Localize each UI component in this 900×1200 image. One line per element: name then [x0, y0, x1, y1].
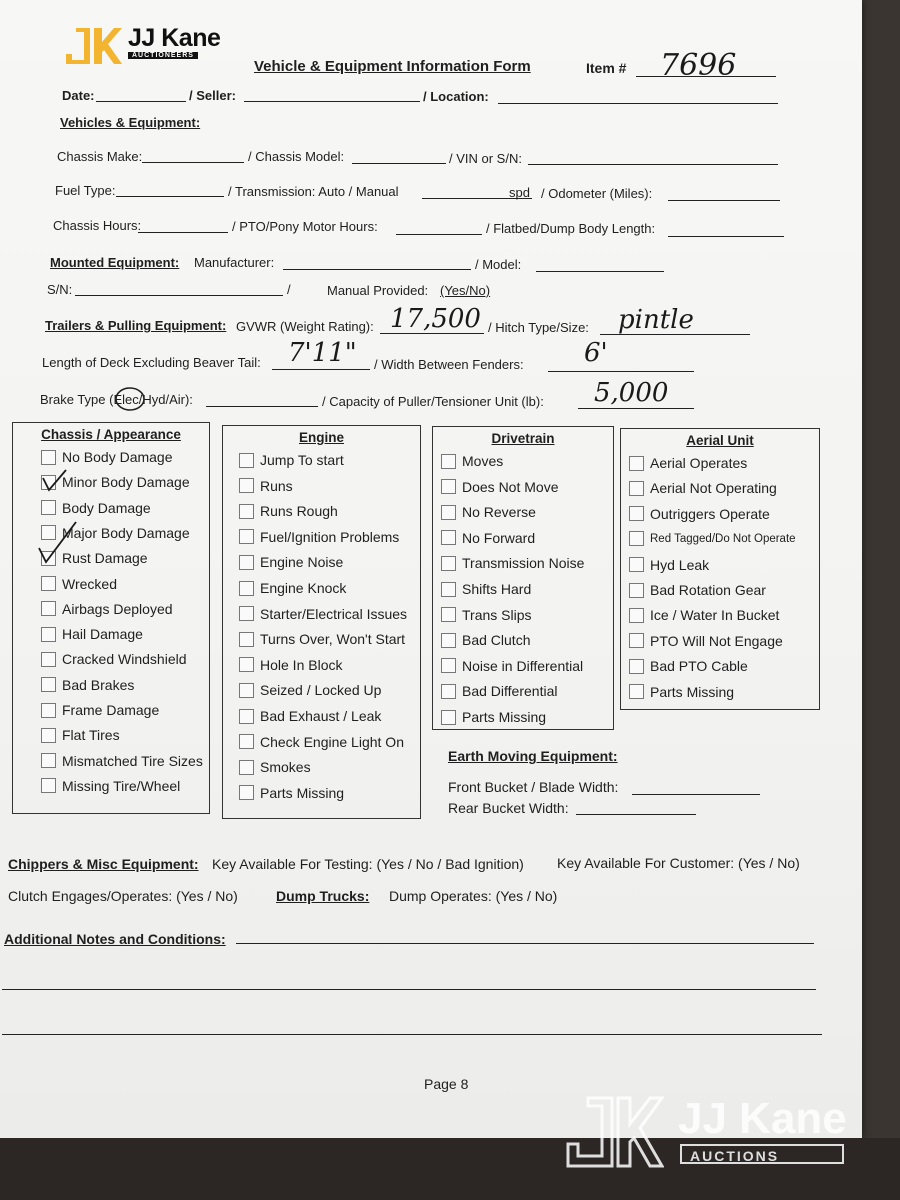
dump-operates-label: Dump Operates: (Yes / No)	[389, 888, 558, 904]
jk-logo-icon	[62, 26, 124, 66]
engine-item-label: Starter/Electrical Issues	[260, 605, 408, 622]
key-customer-label: Key Available For Customer: (Yes / No)	[557, 855, 800, 871]
engine-item	[239, 606, 407, 622]
checkbox[interactable]	[239, 632, 254, 647]
chassis-item-label: Missing Tire/Wheel	[62, 777, 181, 794]
engine-item-label: Bad Exhaust / Leak	[260, 708, 382, 724]
trailers-heading: Trailers & Pulling Equipment:	[45, 318, 227, 333]
engine-item	[239, 503, 338, 519]
item-label: Item #	[586, 60, 627, 76]
drivetrain-item-label: No Forward	[462, 529, 536, 546]
aerial-item	[629, 506, 770, 522]
checkbox[interactable]	[629, 456, 644, 471]
earth-moving-heading: Earth Moving Equipment:	[448, 748, 618, 764]
drivetrain-item	[441, 709, 546, 725]
engine-item-label: Smokes	[260, 759, 311, 776]
checkmark-minor-body-damage	[40, 468, 70, 494]
checkbox[interactable]	[41, 576, 56, 591]
checkbox[interactable]	[41, 450, 56, 465]
engine-item-label: Engine Noise	[260, 554, 344, 571]
gvwr-label: GVWR (Weight Rating):	[236, 319, 374, 334]
checkbox[interactable]	[239, 709, 254, 724]
logo-subtitle: AUCTIONEERS	[128, 52, 198, 59]
engine-item	[239, 529, 399, 545]
checkbox[interactable]	[629, 506, 644, 521]
flatbed-length-label: / Flatbed/Dump Body Length:	[486, 221, 656, 236]
chassis-item-label: Flat Tires	[62, 727, 120, 744]
aerial-item-label: PTO Will Not Engage	[650, 632, 783, 649]
chassis-item-label: Major Body Damage	[62, 524, 190, 541]
checkbox[interactable]	[441, 684, 456, 699]
engine-item	[239, 708, 381, 724]
drivetrain-item	[441, 453, 503, 469]
checkbox[interactable]	[629, 531, 644, 546]
jjkane-logo	[62, 26, 124, 71]
checkbox[interactable]	[629, 633, 644, 648]
gvwr-handwritten: 17,500	[390, 304, 481, 334]
deck-length-label: Length of Deck Excluding Beaver Tail:	[42, 355, 261, 370]
checkbox[interactable]	[239, 581, 254, 596]
checkbox[interactable]	[441, 633, 456, 648]
aerial-item-label: Hyd Leak	[650, 556, 710, 573]
chassis-item-label: Airbags Deployed	[62, 600, 173, 617]
drivetrain-item-label: Bad Differential	[462, 683, 558, 700]
engine-item	[239, 554, 343, 570]
checkbox[interactable]	[629, 608, 644, 623]
checkbox[interactable]	[41, 753, 56, 768]
jjkane-watermark	[562, 1094, 872, 1170]
checkbox[interactable]	[441, 710, 456, 725]
chippers-heading: Chippers & Misc Equipment:	[8, 856, 199, 872]
aerial-item-label: Aerial Operates	[650, 455, 748, 471]
spd-label: spd	[509, 185, 530, 200]
chassis-item-label: Frame Damage	[62, 702, 160, 718]
aerial-item-label: Aerial Not Operating	[650, 480, 777, 497]
drivetrain-item	[441, 530, 535, 546]
engine-item-label: Seized / Locked Up	[260, 682, 382, 699]
manual-provided-options: (Yes/No)	[440, 283, 491, 298]
drivetrain-item-label: Parts Missing	[462, 709, 547, 725]
sn-label: S/N:	[47, 282, 73, 297]
manufacturer-label: Manufacturer:	[194, 255, 275, 270]
drivetrain-item	[441, 607, 532, 623]
aerial-item-label: Red Tagged/Do Not Operate	[650, 532, 796, 545]
chassis-item	[41, 626, 143, 642]
engine-item-label: Fuel/Ignition Problems	[260, 528, 400, 545]
checkbox[interactable]	[239, 734, 254, 749]
location-label: / Location:	[423, 89, 489, 104]
chassis-item-label: Body Damage	[62, 499, 151, 516]
checkbox[interactable]	[441, 607, 456, 622]
chassis-item	[41, 601, 173, 617]
date-label: Date:	[62, 88, 95, 103]
chassis-item-label: Wrecked	[62, 575, 117, 592]
checkbox[interactable]	[629, 684, 644, 699]
capacity-label: / Capacity of Puller/Tensioner Unit (lb):	[322, 394, 544, 409]
drivetrain-item	[441, 479, 558, 495]
checkbox[interactable]	[239, 606, 254, 621]
seller-label: / Seller:	[189, 88, 236, 103]
drivetrain-title: Drivetrain	[491, 431, 555, 446]
aerial-item	[629, 658, 748, 674]
engine-item-label: Runs	[260, 477, 293, 494]
drivetrain-item-label: Shifts Hard	[462, 581, 532, 597]
chassis-item	[41, 727, 120, 743]
checkbox[interactable]	[629, 557, 644, 572]
chassis-item	[41, 753, 203, 769]
checkmark-rust-damage	[36, 518, 80, 566]
engine-item	[239, 734, 404, 750]
drivetrain-item	[441, 632, 530, 648]
hitch-label: / Hitch Type/Size:	[488, 320, 589, 335]
aerial-item	[629, 582, 766, 598]
checkbox[interactable]	[441, 582, 456, 597]
checkbox[interactable]	[41, 500, 56, 515]
checkbox[interactable]	[239, 555, 254, 570]
checkbox[interactable]	[441, 505, 456, 520]
aerial-item-label: Outriggers Operate	[650, 505, 770, 522]
chassis-item-label: Cracked Windshield	[62, 651, 187, 668]
checkbox[interactable]	[239, 657, 254, 672]
chassis-item-label: Hail Damage	[62, 626, 143, 643]
fender-width-label: / Width Between Fenders:	[374, 357, 524, 372]
manual-provided-label: Manual Provided:	[327, 283, 429, 298]
vin-label: / VIN or S/N:	[449, 151, 522, 166]
additional-notes-heading: Additional Notes and Conditions:	[4, 931, 226, 947]
aerial-item	[629, 633, 783, 649]
checkbox[interactable]	[41, 703, 56, 718]
checkbox[interactable]	[41, 652, 56, 667]
page-number: Page 8	[424, 1076, 469, 1092]
chassis-item-label: Bad Brakes	[62, 676, 135, 693]
chassis-item-label: No Body Damage	[62, 449, 173, 465]
checkbox[interactable]	[239, 529, 254, 544]
chassis-item	[41, 677, 134, 693]
form-title: Vehicle & Equipment Information Form	[254, 58, 531, 75]
checkbox[interactable]	[239, 504, 254, 519]
engine-item	[239, 452, 344, 468]
checkbox[interactable]	[629, 481, 644, 496]
chassis-item	[41, 576, 117, 592]
jk-watermark-icon	[562, 1094, 664, 1170]
brake-type-label: Brake Type (Elec/Hyd/Air):	[40, 392, 193, 407]
checkbox[interactable]	[629, 583, 644, 598]
key-testing-label: Key Available For Testing: (Yes / No / Bad Ignition)	[212, 856, 524, 872]
checkbox[interactable]	[441, 530, 456, 545]
drivetrain-box	[432, 426, 614, 730]
chassis-item-label: Minor Body Damage	[62, 474, 190, 491]
drivetrain-item-label: No Reverse	[462, 504, 536, 521]
checkbox[interactable]	[441, 479, 456, 494]
drivetrain-item-label: Trans Slips	[462, 606, 532, 623]
checkbox[interactable]	[441, 454, 456, 469]
engine-item	[239, 631, 405, 647]
drivetrain-item-label: Moves	[462, 453, 504, 469]
checkbox[interactable]	[239, 478, 254, 493]
chassis-item	[41, 651, 187, 667]
checkbox[interactable]	[441, 658, 456, 673]
drivetrain-item	[441, 683, 557, 699]
checkbox[interactable]	[239, 453, 254, 468]
drivetrain-item-label: Does Not Move	[462, 478, 559, 495]
engine-title: Engine	[298, 430, 344, 445]
engine-item	[239, 580, 346, 596]
aerial-item	[629, 607, 779, 623]
aerial-unit-box	[620, 428, 820, 710]
front-bucket-label: Front Bucket / Blade Width:	[448, 779, 619, 795]
checkbox[interactable]	[41, 677, 56, 692]
chassis-item	[41, 778, 180, 794]
drivetrain-item	[441, 504, 536, 520]
chassis-model-label: / Chassis Model:	[248, 149, 345, 164]
chassis-item-label: Mismatched Tire Sizes	[62, 752, 203, 769]
fuel-type-label: Fuel Type:	[55, 183, 116, 198]
chassis-item-label: Rust Damage	[62, 550, 148, 567]
checkbox[interactable]	[41, 627, 56, 642]
aerial-item	[629, 455, 747, 471]
aerial-item	[629, 480, 777, 496]
engine-item	[239, 785, 344, 801]
chassis-make-label: Chassis Make:	[57, 149, 143, 164]
drivetrain-item	[441, 555, 584, 571]
chassis-item	[41, 449, 173, 465]
engine-box	[222, 425, 421, 819]
engine-item-label: Jump To start	[260, 452, 344, 468]
engine-item-label: Turns Over, Won't Start	[260, 631, 406, 648]
chassis-hours-label: Chassis Hours:	[53, 218, 142, 233]
checkbox[interactable]	[239, 760, 254, 775]
chassis-item	[41, 702, 159, 718]
chassis-appearance-title: Chassis / Appearance	[41, 427, 181, 442]
engine-item-label: Parts Missing	[260, 784, 345, 801]
aerial-item	[629, 557, 709, 573]
checkbox[interactable]	[41, 601, 56, 616]
drivetrain-item-label: Bad Clutch	[462, 632, 531, 649]
deck-length-handwritten: 7'11"	[288, 338, 357, 368]
aerial-item-label: Bad PTO Cable	[650, 658, 748, 675]
checkbox[interactable]	[41, 778, 56, 793]
transmission-label: / Transmission: Auto / Manual	[228, 184, 399, 199]
drivetrain-item	[441, 581, 531, 597]
engine-item-label: Hole In Block	[260, 656, 343, 673]
hitch-handwritten: pintle	[618, 305, 694, 335]
aerial-item	[629, 684, 734, 700]
aerial-item-label: Parts Missing	[650, 683, 735, 700]
logo-name: JJ Kane	[128, 24, 221, 52]
checkbox[interactable]	[239, 683, 254, 698]
clutch-label: Clutch Engages/Operates: (Yes / No)	[8, 888, 238, 904]
engine-item	[239, 682, 381, 698]
engine-item-label: Engine Knock	[260, 580, 347, 596]
dump-trucks-heading: Dump Trucks:	[276, 888, 370, 904]
aerial-item	[629, 531, 796, 546]
watermark-subtitle: AUCTIONS	[680, 1144, 844, 1164]
brake-elec-circle	[114, 386, 146, 412]
checkbox[interactable]	[41, 728, 56, 743]
watermark-name: JJ Kane	[678, 1094, 847, 1143]
chassis-item	[41, 500, 151, 516]
drivetrain-item	[441, 658, 583, 674]
odometer-label: / Odometer (Miles):	[541, 186, 653, 201]
checkbox[interactable]	[629, 659, 644, 674]
fender-width-handwritten: 6'	[584, 338, 608, 368]
engine-item-label: Runs Rough	[260, 503, 338, 520]
drivetrain-item-label: Transmission Noise	[462, 555, 585, 572]
item-number-handwritten: 7696	[660, 48, 737, 83]
drivetrain-item-label: Noise in Differential	[462, 657, 584, 674]
rear-bucket-label: Rear Bucket Width:	[448, 800, 569, 816]
mounted-heading: Mounted Equipment:	[50, 255, 180, 270]
engine-item	[239, 478, 293, 494]
engine-item	[239, 759, 311, 775]
vehicles-heading: Vehicles & Equipment:	[60, 115, 201, 130]
capacity-handwritten: 5,000	[594, 378, 669, 408]
aerial-unit-title: Aerial Unit	[686, 433, 754, 448]
engine-item	[239, 657, 342, 673]
engine-item-label: Check Engine Light On	[260, 733, 404, 750]
checkbox[interactable]	[441, 556, 456, 571]
pto-hours-label: / PTO/Pony Motor Hours:	[232, 219, 378, 234]
aerial-item-label: Bad Rotation Gear	[650, 582, 766, 598]
checkbox[interactable]	[239, 785, 254, 800]
mounted-model-label: / Model:	[475, 257, 522, 272]
aerial-item-label: Ice / Water In Bucket	[650, 607, 780, 624]
sn-slash: /	[287, 282, 291, 297]
